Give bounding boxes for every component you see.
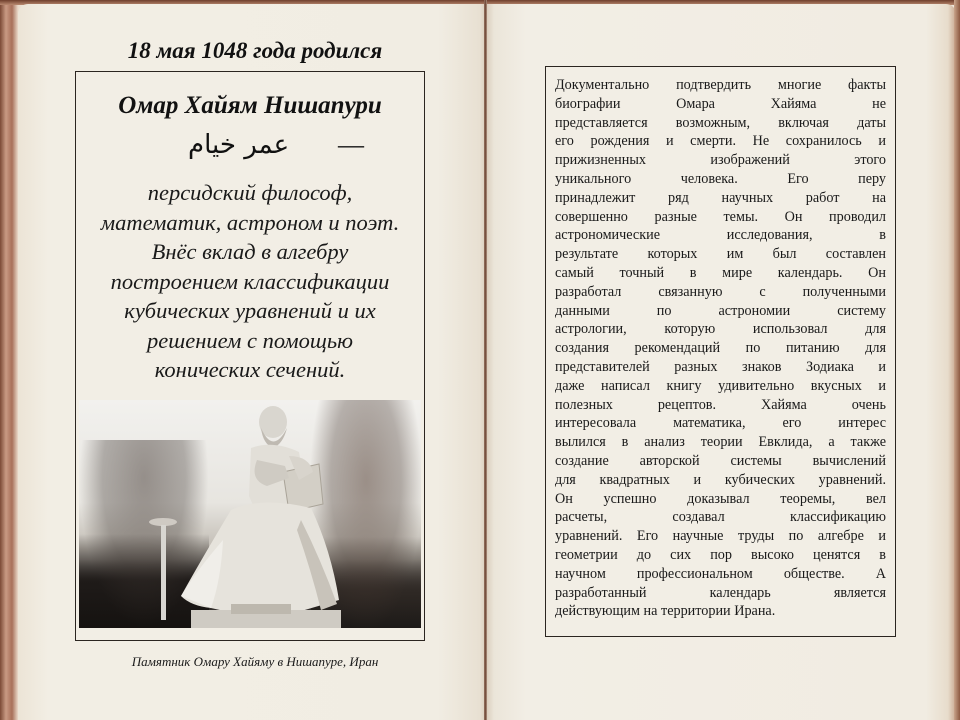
text-line: его рождения и смерти. Не сохранилось и bbox=[555, 133, 886, 150]
description-line: построением классификации bbox=[110, 268, 390, 294]
date-heading: 18 мая 1048 года родился bbox=[127, 38, 383, 63]
name-heading: Омар Хайям Нишапури bbox=[118, 92, 382, 119]
text-line: расчеты, создавал классификацию bbox=[555, 509, 886, 526]
description-line: кубических уравнений и их bbox=[124, 298, 376, 323]
text-line: представляется возможным, включая даты bbox=[555, 114, 886, 131]
text-line: уравнений. Его научные труды по алгебре и bbox=[555, 528, 886, 545]
left-content-frame bbox=[75, 71, 425, 641]
description-line: Внёс вклад в алгебру bbox=[151, 239, 349, 264]
book-right-edge bbox=[954, 0, 960, 720]
description-line: персидский философ, bbox=[147, 180, 353, 205]
arabic-name-row bbox=[76, 130, 424, 170]
right-content-frame bbox=[545, 66, 896, 637]
text-line: данными по астрономии систему bbox=[555, 302, 886, 319]
description-line: конических сечений. bbox=[154, 357, 346, 382]
description-line: математик, астроном и поэт. bbox=[100, 209, 400, 235]
text-line: разработанный календарь является bbox=[555, 584, 886, 601]
text-line: полезных рецептов. Хайяма очень bbox=[555, 396, 886, 413]
text-line: создания рекомендаций по питанию для bbox=[555, 340, 886, 357]
book-spine bbox=[484, 0, 487, 720]
street-lamp-pole bbox=[161, 525, 166, 620]
statue-photo bbox=[79, 400, 421, 628]
text-line: для квадратных и кубических уравнений. bbox=[555, 471, 886, 488]
arabic-name: عمر خيام bbox=[188, 130, 290, 160]
statue-icon bbox=[171, 400, 351, 628]
text-line: действующим на территории Ирана. bbox=[555, 603, 776, 620]
text-line: научном профессиональном обществе. А bbox=[555, 565, 886, 582]
text-line: разработал связанную с полученными bbox=[555, 283, 886, 300]
text-line: создание авторской системы вычислений bbox=[555, 452, 886, 469]
text-line: Он успешно доказывал теоремы, вел bbox=[555, 490, 886, 507]
text-line: астрономические исследования, в bbox=[555, 227, 886, 244]
text-line: совершенно разные темы. Он проводил bbox=[555, 208, 886, 225]
text-line: прижизненных изображений этого bbox=[555, 152, 886, 169]
em-dash: — bbox=[338, 130, 364, 159]
text-line: астрологии, которую использовал для bbox=[555, 321, 886, 338]
text-line: результате которых им был составлен bbox=[555, 246, 886, 263]
text-line: вылился в анализ теории Евклида, а также bbox=[555, 434, 886, 451]
text-line: уникального человека. Его перу bbox=[555, 170, 886, 187]
text-line: биографии Омара Хайяма не bbox=[555, 95, 886, 112]
text-line: представителей разных знаков Зодиака и bbox=[555, 358, 886, 375]
biography-text bbox=[555, 76, 886, 621]
text-line: самый точный в мире календарь. Он bbox=[555, 264, 886, 281]
text-line: принадлежит ряд научных работ на bbox=[555, 189, 886, 206]
text-line: Документально подтвердить многие факты bbox=[555, 77, 886, 93]
description-line: решением с помощью bbox=[147, 327, 353, 353]
text-line: даже написал книгу удивительно вкусных и bbox=[555, 377, 886, 394]
description bbox=[76, 178, 424, 385]
photo-caption: Памятник Омару Хайяму в Нишапуре, Иран bbox=[131, 654, 379, 669]
text-line: геометрии до сих пор высоко ценятся в bbox=[555, 546, 886, 563]
text-line: интересовала математика, его интерес bbox=[555, 415, 886, 432]
